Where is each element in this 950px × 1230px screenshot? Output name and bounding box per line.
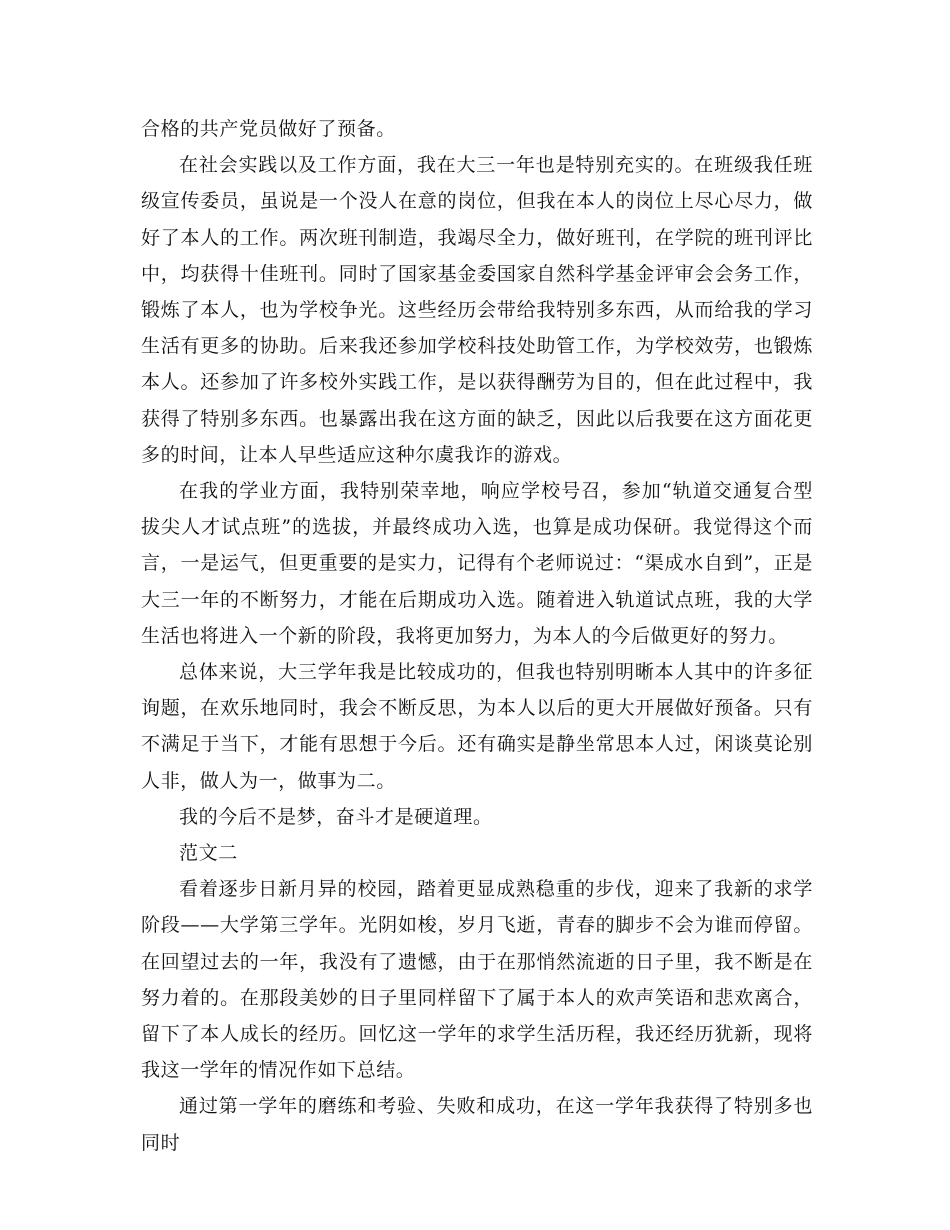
paragraph-academics: 在我的学业方面，我特别荣幸地，响应学校号召，参加“轨道交通复合型拔尖人才试点班”的选拔，并最终成功入选，也算是成功保研。我觉得这个而言，一是运气，但更重要的是实力，记得有个老师说过：“渠成水自到”，正是大三一年的不断努力，才能在后期成功入选。随着进入轨道试点班，我的大学生活也将进入一个新的阶段，我将更加努力，为本人的今后做更好的努力。 (141, 480, 813, 647)
section-heading-sample-two: 范文二 (179, 842, 238, 865)
paragraph-continuation: 合格的共产党员做好了预备。 (141, 118, 396, 140)
paragraph-summary: 总体来说，大三学年我是比较成功的，但我也特别明晰本人其中的许多征询题，在欢乐地同时，我会不断反思，为本人以后的更大开展做好预备。只有不满足于当下，才能有思想于今后。还有确实是静坐常思本人过，闲谈莫论别人非，做人为一，做事为二。 (141, 661, 813, 792)
paragraph-motto: 我的今后不是梦，奋斗才是硬道理。 (179, 805, 493, 828)
document-body (141, 111, 813, 1161)
paragraph-sample-two-intro: 看着逐步日新月异的校园，踏着更显成熟稳重的步伐，迎来了我新的求学阶段——大学第三学年。光阴如梭，岁月飞逝，青春的脚步不会为谁而停留。在回望过去的一年，我没有了遗憾，由于在那悄然流逝的日子里，我不断是在努力着的。在那段美妙的日子里同样留下了属于本人的欢声笑语和悲欢离合，留下了本人成长的经历。回忆这一学年的求学生活历程，我还经历犹新，现将我这一学年的情况作如下总结。 (141, 878, 813, 1082)
paragraph-social-practice: 在社会实践以及工作方面，我在大三一年也是特别充实的。在班级我任班级宣传委员，虽说是一个没人在意的岗位，但我在本人的岗位上尽心尽力，做好了本人的工作。两次班刊制造，我竭尽全力，做好班刊，在学院的班刊评比中，均获得十佳班刊。同时了国家基金委国家自然科学基金评审会会务工作，锻炼了本人，也为学校争光。这些经历会带给我特别多东西，从而给我的学习生活有更多的协助。后来我还参加学校科技处助管工作，为学校效劳，也锻炼本人。还参加了许多校外实践工作，是以获得酬劳为目的，但在此过程中，我获得了特别多东西。也暴露出我在这方面的缺乏，因此以后我要在这方面花更多的时间，让本人早些适应这种尔虞我诈的游戏。 (141, 154, 813, 466)
paragraph-sample-two-body: 通过第一学年的磨练和考验、失败和成功，在这一学年我获得了特别多也同时 (141, 1095, 813, 1154)
